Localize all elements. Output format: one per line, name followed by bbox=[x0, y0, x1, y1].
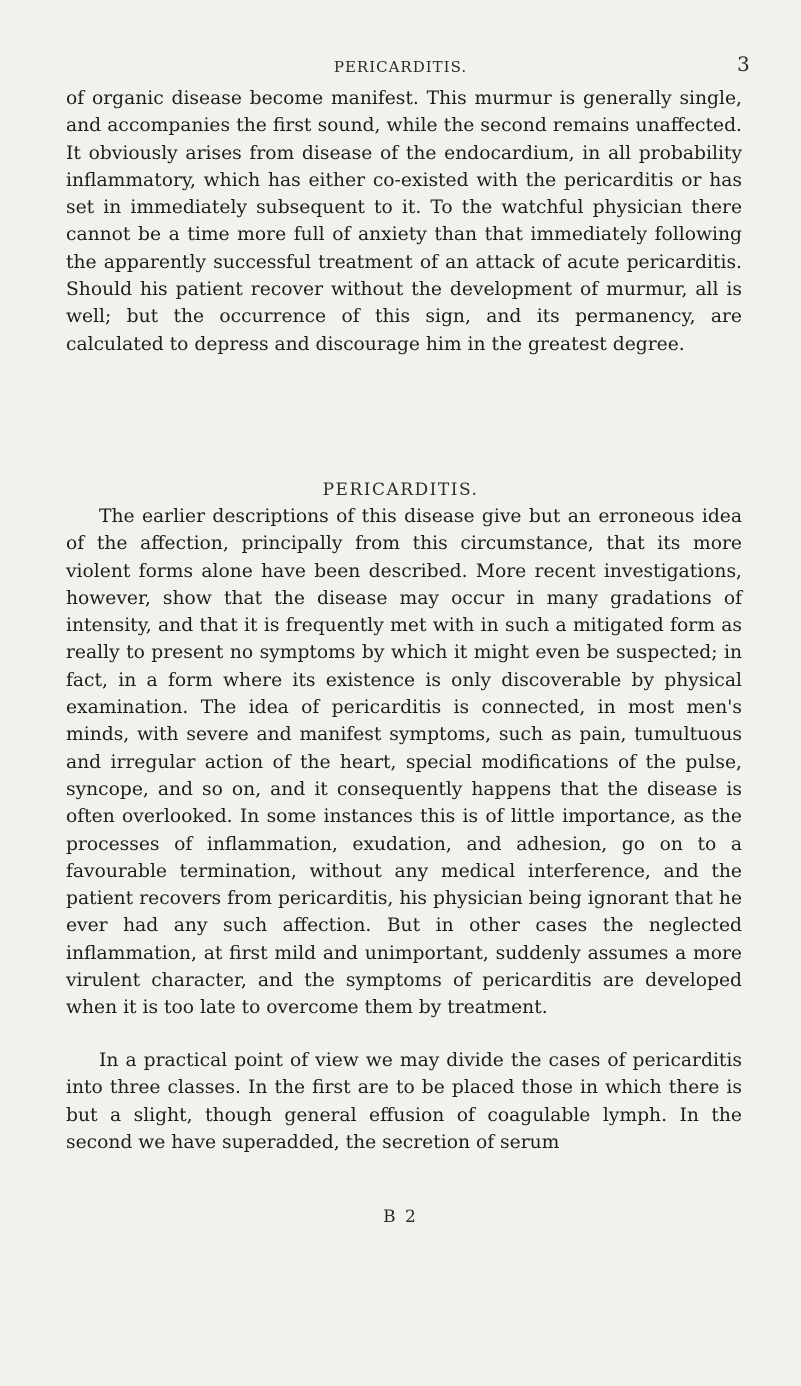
intro-paragraph bbox=[66, 503, 742, 1022]
classes-paragraph bbox=[66, 1047, 742, 1156]
continuation-paragraph bbox=[66, 85, 742, 358]
section-heading: PERICARDITIS. bbox=[322, 480, 479, 500]
signature-mark: B 2 bbox=[383, 1207, 418, 1227]
running-header: PERICARDITIS. bbox=[333, 58, 468, 76]
paragraph-text: The earlier descriptions of this disease give but an erroneous idea of the affection, principally from this circumstance, that its more violent forms alone have been described. More recent investigations, however, show that the disease may occur in many gradations of intensity, and that it is frequently met with in such a mitigated form as really to present no symptoms by which it might even be suspected; in fact, in a form where its existence is only discoverable by physical examination. The idea of pericarditis is connected, in most men's minds, with severe and manifest symptoms, such as pain, tumultuous and irregular action of the heart, special modifications of the pulse, syncope, and so on, and it consequently happens that the disease is often overlooked. In some instances this is of little importance, as the processes of inflammation, exudation, and adhesion, go on to a favourable termination, without any medical interference, and the patient recovers from pericarditis, his physician being ignorant that he ever had any such affection. But in other cases the neglected inflammation, at first mild and unimportant, suddenly assumes a more virulent character, and the symptoms of pericarditis are developed when it is too late to overcome them by treatment. bbox=[66, 506, 742, 1019]
paragraph-text: of organic disease become manifest. This murmur is generally single, and accompanies the first sound, while the second remains unaffected. It obviously arises from disease of the endocardium, in all probability inflammatory, which has either co-existed with the pericarditis or has set in immediately subsequent to it. To the watchful physician there cannot be a time more full of anxiety than that immediately following the apparently successful treatment of an attack of acute pericarditis. Should his patient recover without the development of murmur, all is well; but the occurrence of this sign, and its permanency, are calculated to depress and discourage him in the greatest degree. bbox=[66, 88, 742, 355]
paragraph-text: In a practical point of view we may divide the cases of pericarditis into three classes. In the first are to be placed those in which there is but a slight, though general effusion of coagulable lymph. In the second we have superadded, the secretion of serum bbox=[66, 1050, 742, 1153]
page-number: 3 bbox=[737, 52, 750, 76]
